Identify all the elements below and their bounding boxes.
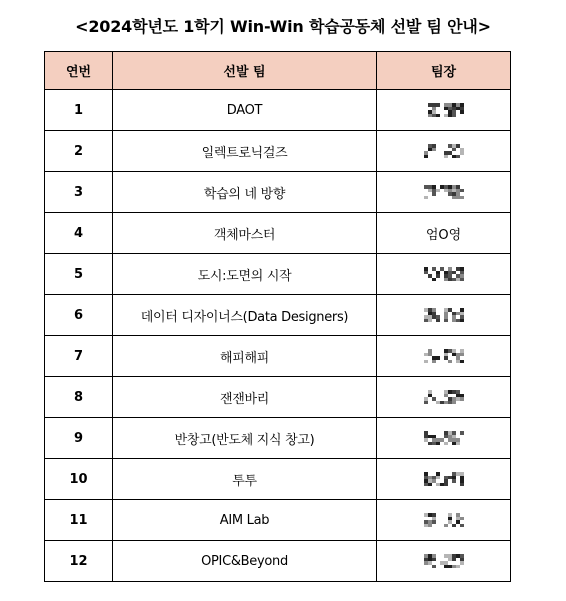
column-header-number: 연번: [45, 52, 113, 90]
redacted-name-mosaic: [424, 390, 464, 404]
row-number: 4: [45, 213, 113, 254]
team-name: 잰잰바리: [113, 377, 377, 418]
redacted-name-mosaic: [424, 267, 464, 281]
team-name: 학습의 네 방향: [113, 172, 377, 213]
table-row: [45, 131, 511, 172]
team-leader: [377, 336, 511, 377]
redacted-name-mosaic: [424, 308, 464, 322]
table-row: [45, 336, 511, 377]
team-leader: [377, 418, 511, 459]
redacted-name-mosaic: [424, 513, 464, 527]
table-row: [45, 500, 511, 541]
team-leader: [377, 90, 511, 131]
redacted-name-mosaic: [424, 103, 464, 117]
redacted-name-mosaic: [424, 472, 464, 486]
redacted-name-mosaic: [424, 554, 464, 568]
team-name: 투투: [113, 459, 377, 500]
row-number: 8: [45, 377, 113, 418]
team-name: DAOT: [113, 90, 377, 131]
team-leader: [377, 295, 511, 336]
team-leader: [377, 377, 511, 418]
table-row: [45, 213, 511, 254]
redacted-name-mosaic: [424, 431, 464, 445]
column-header-team: 선발 팀: [113, 52, 377, 90]
team-leader: [377, 172, 511, 213]
team-roster-table: [44, 51, 511, 582]
team-leader: [377, 213, 511, 254]
team-name: OPIC&Beyond: [113, 541, 377, 582]
row-number: 3: [45, 172, 113, 213]
team-leader-name: 엄O영: [425, 227, 462, 243]
team-name: AIM Lab: [113, 500, 377, 541]
team-name: 반창고(반도체 지식 창고): [113, 418, 377, 459]
row-number: 7: [45, 336, 113, 377]
table-header-row: [45, 52, 511, 90]
team-leader: [377, 500, 511, 541]
row-number: 2: [45, 131, 113, 172]
row-number: 6: [45, 295, 113, 336]
team-name: 일렉트로닉걸즈: [113, 131, 377, 172]
table-row: [45, 541, 511, 582]
row-number: 5: [45, 254, 113, 295]
row-number: 9: [45, 418, 113, 459]
team-name: 객체마스터: [113, 213, 377, 254]
redacted-name-mosaic: [424, 349, 464, 363]
team-leader: [377, 541, 511, 582]
table-row: [45, 254, 511, 295]
redacted-name-mosaic: [424, 185, 464, 199]
column-header-leader: 팀장: [377, 52, 511, 90]
row-number: 11: [45, 500, 113, 541]
table-row: [45, 295, 511, 336]
team-leader: [377, 254, 511, 295]
team-name: 도시:도면의 시작: [113, 254, 377, 295]
table-row: [45, 377, 511, 418]
table-row: [45, 172, 511, 213]
team-leader: [377, 459, 511, 500]
team-name: 해피해피: [113, 336, 377, 377]
row-number: 10: [45, 459, 113, 500]
redacted-name-mosaic: [424, 144, 464, 158]
team-name: 데이터 디자이너스(Data Designers): [113, 295, 377, 336]
table-row: [45, 459, 511, 500]
row-number: 1: [45, 90, 113, 131]
row-number: 12: [45, 541, 113, 582]
team-leader: [377, 131, 511, 172]
table-row: [45, 90, 511, 131]
page-title: <2024학년도 1학기 Win-Win 학습공동체 선발 팀 안내>: [75, 17, 491, 36]
table-row: [45, 418, 511, 459]
